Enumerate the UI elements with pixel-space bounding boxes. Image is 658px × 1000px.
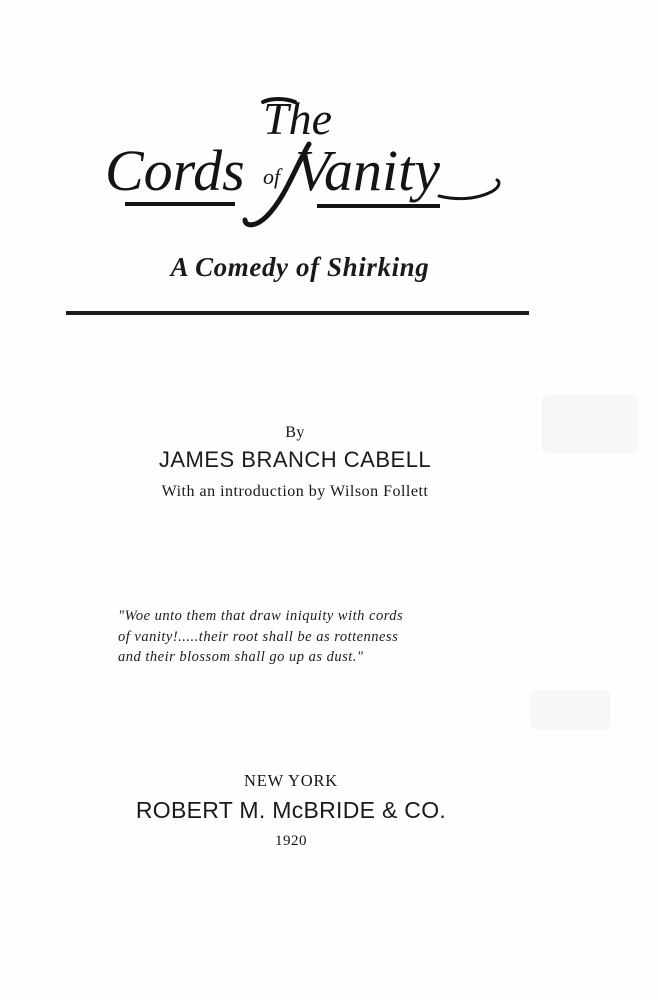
by-label: By [285,424,305,441]
introduction-credit: With an introduction by Wilson Follett [161,483,429,500]
title-cords: Cords [105,138,245,203]
subtitle: A Comedy of Shirking [170,252,430,282]
title-lettering [95,88,535,238]
imprint-publisher: ROBERT M. McBRIDE & CO. [135,797,447,823]
epigraph-line: "Woe unto them that draw iniquity with cords [118,608,404,624]
title-svg [95,88,535,238]
title-of: of [263,164,281,189]
horizontal-rule [66,311,529,315]
title-the: The [263,93,332,144]
author-name: JAMES BRANCH CABELL [158,447,432,472]
epigraph-line: of vanity!.....their root shall be as rottenness [118,628,399,645]
page-smudge [530,690,610,730]
imprint-city: NEW YORK [244,771,338,790]
title-vanity: Vanity [295,138,440,203]
epigraph [118,606,478,668]
title-flourish [439,180,499,199]
imprint-year: 1920 [275,833,307,849]
epigraph-line: and their blossom shall go up as dust." [118,649,364,665]
